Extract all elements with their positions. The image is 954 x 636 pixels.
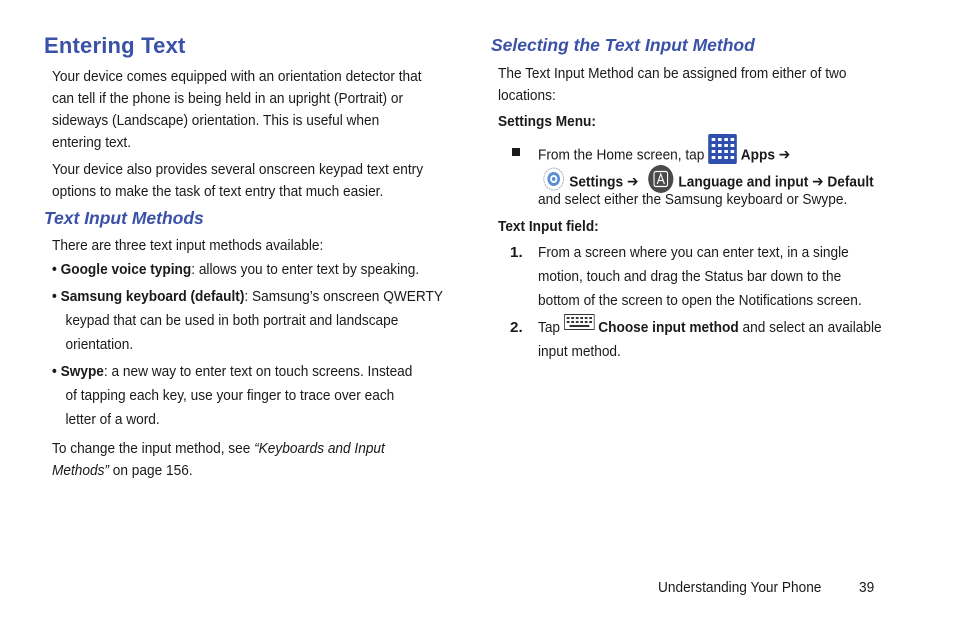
intro-paragraph-1: Your device comes equipped with an orientation detector that can tell if the phone is being held in an upright (Portrait) or sideways (Landscape) orientation. This is useful when entering text. <box>52 68 422 151</box>
keyboard-icon <box>564 314 595 337</box>
change-method-paragraph: To change the input method, see “Keyboards and Input Methods” on page 156. <box>52 440 385 479</box>
methods-intro: There are three text input methods available: <box>52 237 324 254</box>
bullet-google-voice: • Google voice typing: allows you to enter text by speaking. <box>52 261 420 278</box>
settings-menu-label: Settings Menu: <box>498 113 596 130</box>
page-title: Entering Text <box>44 33 186 58</box>
bullet-square <box>512 148 520 156</box>
page-number: 39 <box>859 579 875 596</box>
step-number-2: 2. <box>510 319 523 336</box>
text-input-field-label: Text Input field: <box>498 218 599 235</box>
footer-section-title: Understanding Your Phone <box>658 579 822 596</box>
settings-step-line-2: Settings ➔ Language and input ➔ Default <box>542 164 920 201</box>
bullet-swype: • Swype: a new way to enter text on touch screens. Instead of tapping each key, use your finger to trace over each letter of a word. <box>52 363 413 428</box>
step-2-text: Tap Choose input method and select an available input method. <box>538 317 916 363</box>
settings-step-line-1: From the Home screen, tap Apps ➔ <box>538 140 916 171</box>
step-1-text: From a screen where you can enter text, in a single motion, touch and drag the Status bar down to the bottom of the screen to open the Notifications screen. <box>538 244 862 309</box>
step-number-1: 1. <box>510 244 523 261</box>
selecting-intro: The Text Input Method can be assigned from either of two locations: <box>498 65 847 104</box>
intro-paragraph-2: Your device also provides several onscreen keypad text entry options to make the task of text entry that much easier. <box>52 161 424 200</box>
settings-step-line-3: and select either the Samsung keyboard or Swype. <box>538 191 848 208</box>
bullet-samsung-keyboard: • Samsung keyboard (default): Samsung’s onscreen QWERTY keypad that can be used in both portrait and landscape orientation. <box>52 288 443 353</box>
section-heading-selecting-method: Selecting the Text Input Method <box>491 35 755 55</box>
cross-reference-link[interactable]: “Keyboards and Input <box>254 440 385 457</box>
section-heading-text-input-methods: Text Input Methods <box>44 208 204 228</box>
